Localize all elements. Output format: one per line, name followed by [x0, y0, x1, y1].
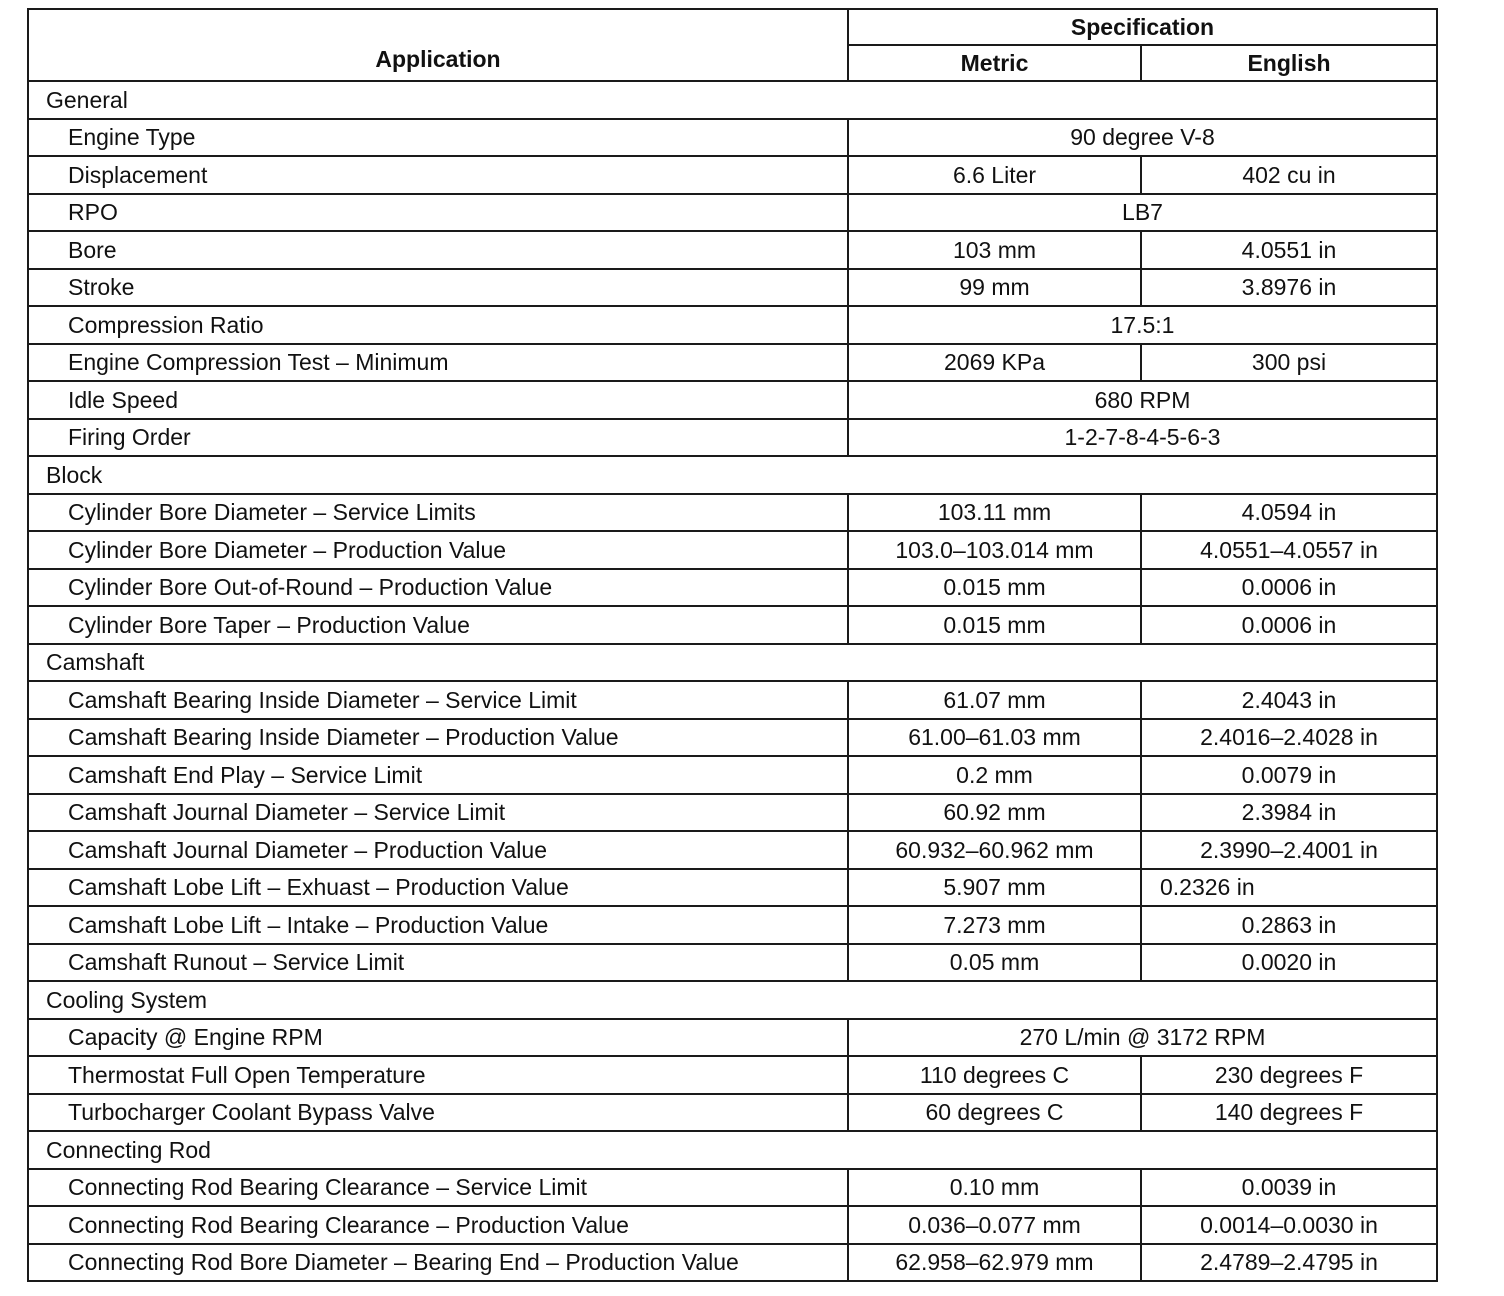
- application-cell: Camshaft Runout – Service Limit: [28, 944, 848, 982]
- specification-cell: 17.5:1: [848, 306, 1437, 344]
- application-cell: Displacement: [28, 156, 848, 194]
- english-cell: 0.0006 in: [1141, 606, 1437, 644]
- application-cell: Connecting Rod Bearing Clearance – Production Value: [28, 1206, 848, 1244]
- metric-cell: 0.10 mm: [848, 1169, 1141, 1207]
- metric-cell: 103.11 mm: [848, 494, 1141, 532]
- metric-cell: 6.6 Liter: [848, 156, 1141, 194]
- table-row: [28, 1169, 1437, 1207]
- table-row: [28, 606, 1437, 644]
- english-cell: 4.0594 in: [1141, 494, 1437, 532]
- english-cell: 2.4016–2.4028 in: [1141, 719, 1437, 757]
- table-row: [28, 944, 1437, 982]
- application-cell: Connecting Rod Bore Diameter – Bearing End – Production Value: [28, 1244, 848, 1282]
- metric-cell: 0.015 mm: [848, 606, 1141, 644]
- table-row: [28, 381, 1437, 419]
- table-row: [28, 231, 1437, 269]
- specification-cell: LB7: [848, 194, 1437, 232]
- application-cell: Compression Ratio: [28, 306, 848, 344]
- metric-cell: 0.015 mm: [848, 569, 1141, 607]
- metric-cell: 99 mm: [848, 269, 1141, 307]
- application-cell: Turbocharger Coolant Bypass Valve: [28, 1094, 848, 1132]
- metric-cell: 61.00–61.03 mm: [848, 719, 1141, 757]
- english-cell: 2.4043 in: [1141, 681, 1437, 719]
- metric-cell: 0.2 mm: [848, 756, 1141, 794]
- metric-cell: 2069 KPa: [848, 344, 1141, 382]
- metric-cell: 60.92 mm: [848, 794, 1141, 832]
- table-row: [28, 1094, 1437, 1132]
- engine-specification-table: [27, 8, 1438, 1282]
- english-cell: 0.0079 in: [1141, 756, 1437, 794]
- table-row: [28, 194, 1437, 232]
- metric-cell: 103 mm: [848, 231, 1141, 269]
- table-row: [28, 344, 1437, 382]
- english-cell: 2.4789–2.4795 in: [1141, 1244, 1437, 1282]
- english-cell: 0.0014–0.0030 in: [1141, 1206, 1437, 1244]
- application-cell: Camshaft Bearing Inside Diameter – Service Limit: [28, 681, 848, 719]
- application-cell: Engine Compression Test – Minimum: [28, 344, 848, 382]
- metric-cell: 7.273 mm: [848, 906, 1141, 944]
- application-cell: Cylinder Bore Taper – Production Value: [28, 606, 848, 644]
- application-cell: Cylinder Bore Diameter – Service Limits: [28, 494, 848, 532]
- english-cell: 140 degrees F: [1141, 1094, 1437, 1132]
- table-row: [28, 1244, 1437, 1282]
- table-row: [28, 869, 1437, 907]
- english-cell: 0.0039 in: [1141, 1169, 1437, 1207]
- english-cell: 4.0551 in: [1141, 231, 1437, 269]
- metric-cell: 61.07 mm: [848, 681, 1141, 719]
- english-cell: 300 psi: [1141, 344, 1437, 382]
- application-cell: Engine Type: [28, 119, 848, 157]
- english-cell: 0.2326 in: [1141, 869, 1437, 907]
- specification-cell: 1-2-7-8-4-5-6-3: [848, 419, 1437, 457]
- application-cell: Camshaft Journal Diameter – Service Limit: [28, 794, 848, 832]
- section-row-connecting-rod: [28, 1131, 1437, 1169]
- application-column-header: Application: [28, 9, 848, 81]
- application-cell: Camshaft Lobe Lift – Exhuast – Production Value: [28, 869, 848, 907]
- english-cell: 4.0551–4.0557 in: [1141, 531, 1437, 569]
- header-row-top: [28, 9, 1437, 45]
- section-heading: General: [28, 81, 1437, 119]
- metric-cell: 110 degrees C: [848, 1056, 1141, 1094]
- application-cell: Camshaft Lobe Lift – Intake – Production Value: [28, 906, 848, 944]
- section-heading: Block: [28, 456, 1437, 494]
- section-heading: Cooling System: [28, 981, 1437, 1019]
- metric-cell: 60.932–60.962 mm: [848, 831, 1141, 869]
- application-cell: Cylinder Bore Diameter – Production Value: [28, 531, 848, 569]
- application-cell: Camshaft Journal Diameter – Production Value: [28, 831, 848, 869]
- table-row: [28, 119, 1437, 157]
- application-cell: Camshaft End Play – Service Limit: [28, 756, 848, 794]
- english-cell: 3.8976 in: [1141, 269, 1437, 307]
- specification-column-header: Specification: [848, 9, 1437, 45]
- application-cell: RPO: [28, 194, 848, 232]
- table-row: [28, 156, 1437, 194]
- application-cell: Cylinder Bore Out-of-Round – Production Value: [28, 569, 848, 607]
- table-row: [28, 831, 1437, 869]
- section-row-cooling-system: [28, 981, 1437, 1019]
- table-row: [28, 906, 1437, 944]
- metric-cell: 0.05 mm: [848, 944, 1141, 982]
- english-cell: 0.2863 in: [1141, 906, 1437, 944]
- specification-cell: 680 RPM: [848, 381, 1437, 419]
- table-row: [28, 306, 1437, 344]
- table-body: [28, 81, 1437, 1281]
- section-heading: Connecting Rod: [28, 1131, 1437, 1169]
- english-cell: 402 cu in: [1141, 156, 1437, 194]
- metric-column-header: Metric: [848, 45, 1141, 81]
- specification-cell: 270 L/min @ 3172 RPM: [848, 1019, 1437, 1057]
- table-header: [28, 9, 1437, 81]
- metric-cell: 103.0–103.014 mm: [848, 531, 1141, 569]
- specification-cell: 90 degree V-8: [848, 119, 1437, 157]
- application-cell: Bore: [28, 231, 848, 269]
- table-row: [28, 269, 1437, 307]
- application-cell: Stroke: [28, 269, 848, 307]
- english-cell: 230 degrees F: [1141, 1056, 1437, 1094]
- metric-cell: 0.036–0.077 mm: [848, 1206, 1141, 1244]
- english-cell: 0.0006 in: [1141, 569, 1437, 607]
- application-cell: Camshaft Bearing Inside Diameter – Production Value: [28, 719, 848, 757]
- application-cell: Firing Order: [28, 419, 848, 457]
- application-cell: Idle Speed: [28, 381, 848, 419]
- table-row: [28, 531, 1437, 569]
- table-row: [28, 1206, 1437, 1244]
- table-row: [28, 1056, 1437, 1094]
- section-row-general: [28, 81, 1437, 119]
- table-row: [28, 419, 1437, 457]
- metric-cell: 60 degrees C: [848, 1094, 1141, 1132]
- english-cell: 2.3990–2.4001 in: [1141, 831, 1437, 869]
- section-row-camshaft: [28, 644, 1437, 682]
- metric-cell: 5.907 mm: [848, 869, 1141, 907]
- english-column-header: English: [1141, 45, 1437, 81]
- table-row: [28, 569, 1437, 607]
- table-row: [28, 494, 1437, 532]
- english-cell: 0.0020 in: [1141, 944, 1437, 982]
- table-row: [28, 719, 1437, 757]
- section-heading: Camshaft: [28, 644, 1437, 682]
- table-row: [28, 681, 1437, 719]
- table-row: [28, 794, 1437, 832]
- table-row: [28, 1019, 1437, 1057]
- metric-cell: 62.958–62.979 mm: [848, 1244, 1141, 1282]
- table-row: [28, 756, 1437, 794]
- application-cell: Capacity @ Engine RPM: [28, 1019, 848, 1057]
- english-cell: 2.3984 in: [1141, 794, 1437, 832]
- application-cell: Thermostat Full Open Temperature: [28, 1056, 848, 1094]
- application-cell: Connecting Rod Bearing Clearance – Service Limit: [28, 1169, 848, 1207]
- section-row-block: [28, 456, 1437, 494]
